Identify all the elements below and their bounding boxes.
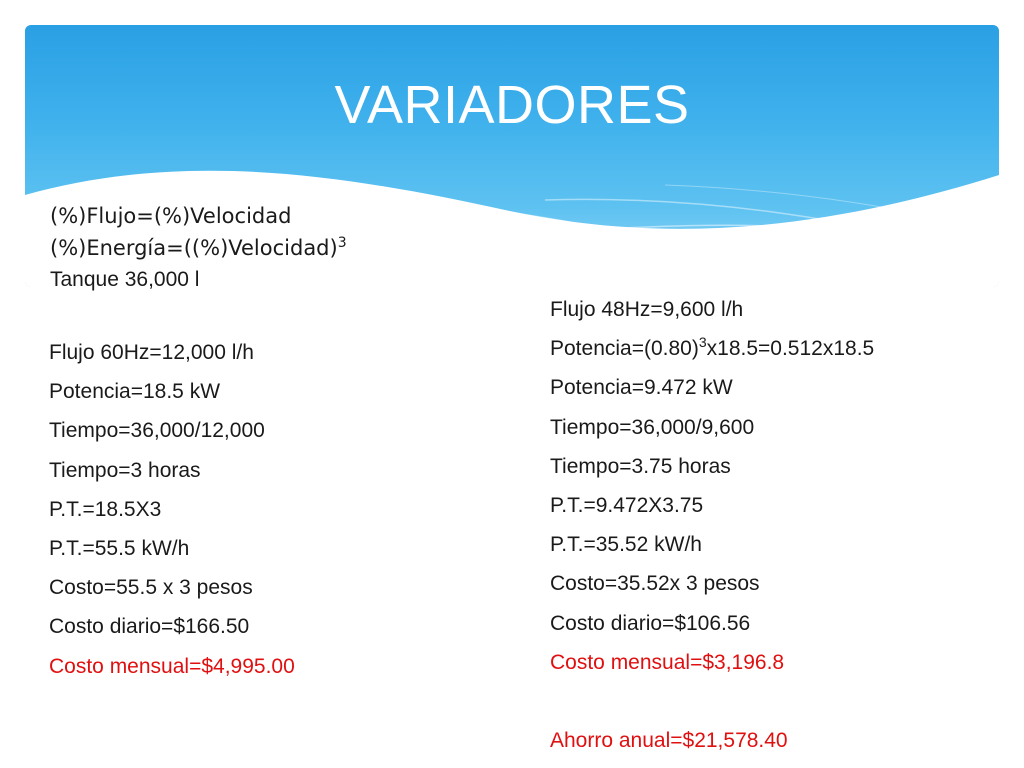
- right-line: Tiempo=3.75 horas: [550, 454, 731, 478]
- power-calc-rest: x18.5=0.512x18.5: [706, 337, 875, 361]
- right-column-48hz: [550, 290, 874, 760]
- spacer: [550, 682, 874, 721]
- power-calc-base: Potencia=(0.80): [550, 337, 699, 361]
- left-line: Costo=55.5 x 3 pesos: [49, 576, 253, 600]
- energy-exponent: 3: [337, 235, 347, 251]
- left-line: Flujo 60Hz=12,000 l/h: [49, 341, 254, 364]
- right-line: Potencia=9.472 kW: [550, 376, 733, 400]
- right-power-calc: [550, 329, 874, 368]
- right-line: Costo diario=$106.56: [550, 611, 751, 635]
- power-calc-exponent: 3: [698, 334, 707, 351]
- slide-title: VARIADORES: [334, 75, 690, 135]
- right-line: P.T.=35.52 kW/h: [550, 533, 702, 557]
- energy-formula: [50, 232, 347, 264]
- flow-formula: (%)Flujo=(%)Velocidad: [50, 204, 292, 228]
- right-monthly-cost: Costo mensual=$3,196.8: [550, 650, 785, 674]
- left-line: P.T.=18.5X3: [49, 497, 162, 521]
- right-line: Costo=35.52x 3 pesos: [550, 572, 760, 596]
- left-monthly-cost: Costo mensual=$4,995.00: [49, 654, 295, 678]
- left-line: Costo diario=$166.50: [49, 615, 250, 639]
- left-line: Tiempo=36,000/12,000: [49, 419, 265, 443]
- left-line: Tiempo=3 horas: [49, 458, 201, 482]
- left-line: Potencia=18.5 kW: [49, 380, 221, 404]
- annual-savings: Ahorro anual=$21,578.40: [550, 729, 788, 753]
- tank-capacity: Tanque 36,000 l: [50, 268, 200, 291]
- formula-block: [50, 200, 347, 296]
- right-line: Tiempo=36,000/9,600: [550, 415, 755, 439]
- energy-formula-text: (%)Energía=((%)Velocidad): [50, 236, 338, 260]
- left-line: P.T.=55.5 kW/h: [49, 536, 190, 560]
- right-line: P.T.=9.472X3.75: [550, 493, 704, 517]
- left-column-60hz: [49, 333, 295, 686]
- right-flow: Flujo 48Hz=9,600 l/h: [550, 298, 744, 321]
